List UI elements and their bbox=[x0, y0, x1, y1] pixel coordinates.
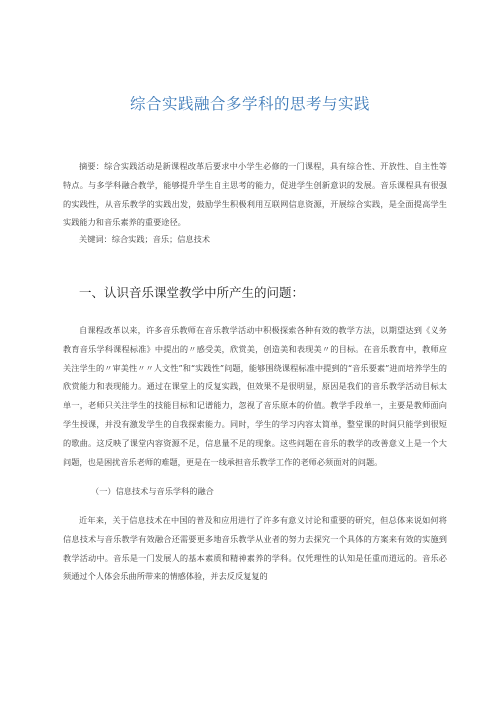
section-1-body: 自课程改革以来，许多音乐教师在音乐教学活动中积极探索各种有效的教学方法，以期望达到《义务教育音乐学科课程标准》中提出的〃感受美，欣赏美，创造美和表现美〃的目标。在音乐教育中，教师应关注学生的〃审美性〃〃人文性”和“实践性”问题，能够围绕课程标准中提到的“音乐要素”进而培养学生的欣赏能力和表现能力。通过在课堂上的反复实践，但效果不是很明显，原因是我们的音乐教学活动目标太单一，老师只关注学生的技能目标和记谱能力，忽视了音乐原本的价值。教学手段单一，主要是教师面向学生授课，并没有激发学生的自我探索能力。同时，学生的学习内容太简单，整堂课的时间只能学到很短的歌曲。这反映了课堂内容资源不足，信息量不足的现象。这些问题在音乐的教学的改善意义上是一个大问题，也是困扰音乐老师的难题，更是在一线承担音乐教学工作的老师必须面对的问题。 bbox=[63, 325, 447, 467]
keywords-line: 关键词：综合实践；音乐；信息技术 bbox=[79, 234, 211, 244]
paper-title: 综合实践融合多学科的思考与实践 bbox=[129, 95, 370, 113]
abstract-paragraph: 摘要：综合实践活动是新课程改革后要求中小学生必修的一门课程，具有综合性、开放性、自主性等特点。与多学科融合教学，能够提升学生自主思考的能力，促进学生创新意识的发展。音乐课程具有很强的实践性，从音乐教学的实践出发，鼓励学生积极利用互联网信息资源，开展综合实践，是全面提高学生实践能力和音乐素养的重要途径。 bbox=[63, 161, 447, 228]
section-heading-1: 一、认识音乐课堂教学中所产生的问题： bbox=[79, 285, 305, 300]
subsection-heading-1: （一）信息技术与音乐学科的融合 bbox=[91, 486, 214, 496]
subsection-1-body: 近年来，关于信息技术在中国的普及和应用进行了许多有意义讨论和重要的研究，但总体来说如何将信息技术与音乐教学有效融合还需要更多地音乐教学从业者的努力去探究一个具体的方案来有效的实施到教学活动中。音乐是一门发展人的基本素质和精神素养的学科。仅凭理性的认知是任重而道远的。音乐必须通过个人体会乐曲所带来的情感体验，并去反反复复的 bbox=[63, 515, 447, 582]
